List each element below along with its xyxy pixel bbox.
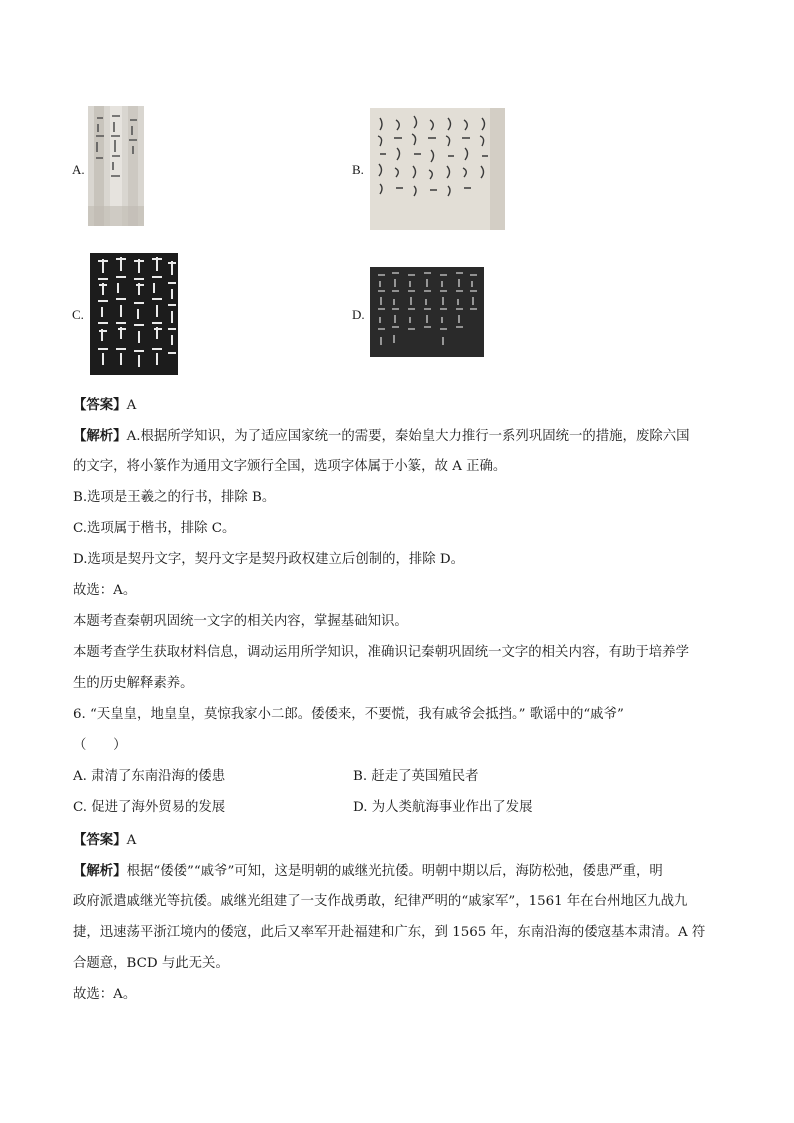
q6-analysis-line-5: 故选：A。 [73, 987, 137, 1002]
q6-analysis-line-1: 【解析】根据“倭倭”“戚爷”可知，这是明朝的戚继光抗倭。明朝中期以后，海防松弛，倭患严重，明 [73, 863, 663, 879]
q6-answer [73, 831, 723, 850]
analysis-label: 【解析】 [73, 428, 127, 444]
q5-answer [73, 396, 723, 415]
q5-analysis-line-3: B.选项是王羲之的行书，排除 B。 [73, 490, 276, 505]
q6-choice-c: C. 促进了海外贸易的发展 [73, 800, 226, 815]
analysis-label: 【解析】 [73, 863, 127, 879]
q5-analysis-line-8: 本题考查学生获取材料信息，调动运用所学知识，准确识记秦朝巩固统一文字的相关内容，有助于培养学 [73, 645, 689, 660]
q5-analysis-line-1: 【解析】A.根据所学知识，为了适应国家统一的需要，秦始皇大力推行一系列巩固统一的措施，废除六国 [73, 428, 690, 444]
q5-analysis-line-6: 故选：A。 [73, 583, 137, 598]
q5-analysis-line-4: C.选项属于楷书，排除 C。 [73, 521, 236, 536]
option-c-label: C. [72, 307, 84, 322]
q5-analysis-line-9: 生的历史解释素养。 [73, 676, 194, 691]
seal-script-bamboo-slip-image [88, 106, 144, 226]
q6-choice-a: A. 肃清了东南沿海的倭患 [73, 769, 226, 784]
q6-paren: （ ） [73, 738, 127, 753]
q6-analysis-line-4: 合题意，BCD 与此无关。 [73, 956, 229, 971]
q6-analysis-line-2: 政府派遣戚继光等抗倭。戚继光组建了一支作战勇敢，纪律严明的“戚家军”，1561 年在台州地区九战九 [73, 894, 688, 909]
answer-value: A [126, 833, 137, 848]
q6-choice-d: D. 为人类航海事业作出了发展 [353, 800, 533, 815]
q5-analysis-line-5: D.选项是契丹文字，契丹文字是契丹政权建立后创制的，排除 D。 [73, 552, 465, 567]
khitan-script-rubbing-image [370, 267, 484, 357]
answer-value: A [126, 398, 137, 413]
answer-label: 【答案】 [73, 832, 127, 848]
option-b-label: B. [352, 162, 364, 177]
q6-analysis-line-3: 捷，迅速荡平浙江境内的倭寇，此后又率军开赴福建和广东，到 1565 年，东南沿海的倭寇基本肃清。A 符 [73, 925, 706, 940]
running-script-calligraphy-image [370, 108, 505, 230]
q5-analysis-line-2: 的文字，将小篆作为通用文字颁行全国，选项字体属于小篆，故 A 正确。 [73, 459, 507, 474]
option-a-label: A. [72, 162, 85, 177]
regular-script-rubbing-image [90, 253, 178, 375]
q6-choice-b: B. 赶走了英国殖民者 [353, 769, 479, 784]
q6-stem: 6. “天皇皇，地皇皇，莫惊我家小二郎。倭倭来，不要慌，我有戚爷会抵挡。” 歌谣中的“戚爷” [73, 707, 624, 722]
option-d-label: D. [352, 307, 365, 322]
q5-analysis-line-7: 本题考查秦朝巩固统一文字的相关内容，掌握基础知识。 [73, 614, 408, 629]
answer-label: 【答案】 [73, 397, 127, 413]
